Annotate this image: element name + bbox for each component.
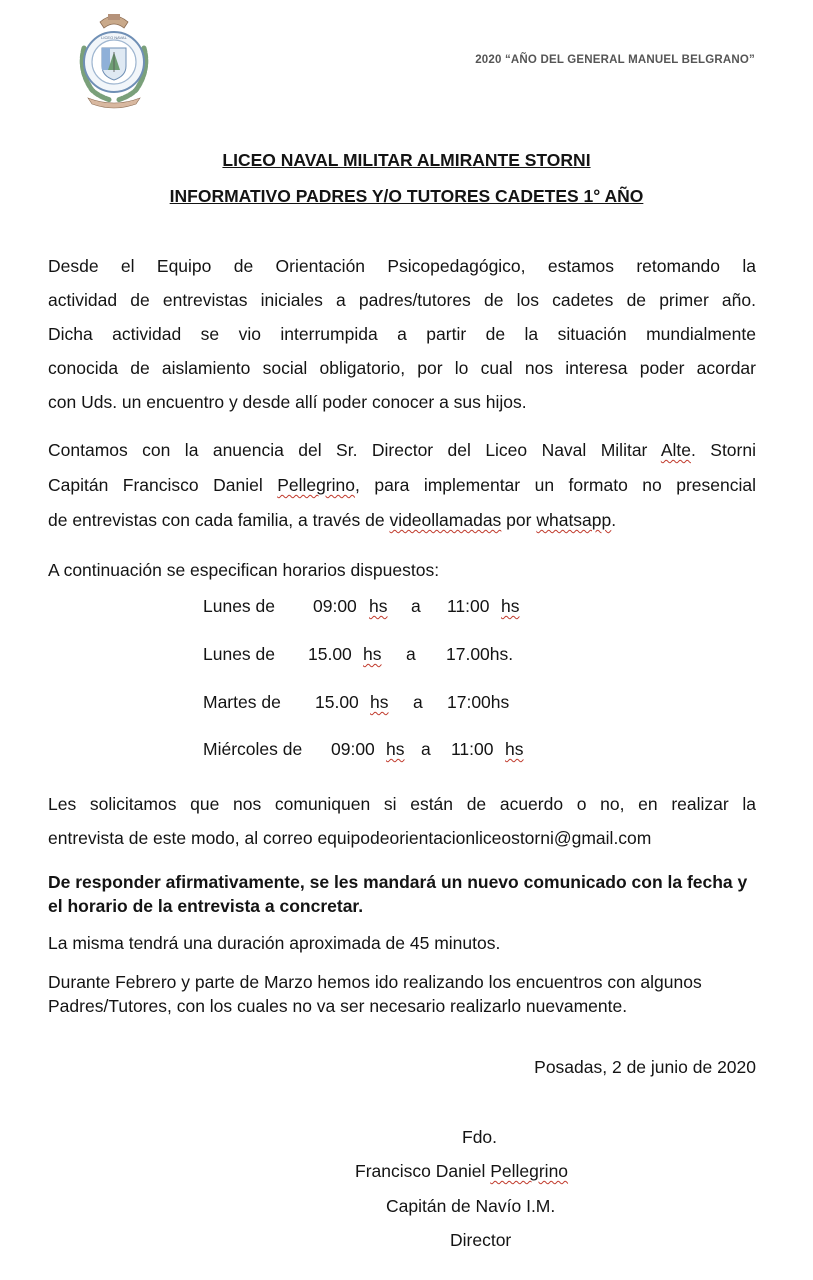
signature-role: Director [450,1230,512,1250]
signature-name: Francisco Daniel Pellegrino [355,1161,569,1181]
request-line-1: Les solicitamos que nos comuniquen si están de acuerdo o no, en realizar la [48,794,756,814]
document-title: LICEO NAVAL MILITAR ALMIRANTE STORNI [222,150,591,170]
request-line-2: entrevista de este modo, al correo equipodeorientacionliceostorni@gmail.com [48,828,652,848]
authorization-line-3: de entrevistas con cada familia, a través de videollamadas por whatsapp. [48,510,617,530]
place-date: Posadas, 2 de junio de 2020 [534,1057,756,1077]
intro-line-1: Desde el Equipo de Orientación Psicopedagógico, estamos retomando la [48,256,756,276]
document-subtitle: INFORMATIVO PADRES Y/O TUTORES CADETES 1° AÑO [169,186,644,206]
signature-fdo: Fdo. [462,1127,498,1147]
intro-line-2: actividad de entrevistas iniciales a padres/tutores de los cadetes de primer año. [48,290,756,310]
intro-line-3: Dicha actividad se vio interrumpida a partir de la situación mundialmente [48,324,756,344]
commemorative-year-note: 2020 “AÑO DEL GENERAL MANUEL BELGRANO” [475,54,755,66]
intro-line-4: conocida de aislamiento social obligatorio, por lo cual nos interesa poder acordar [48,358,756,378]
schedule-intro: A continuación se especifican horarios dispuestos: [48,560,440,580]
intro-line-5: con Uds. un encuentro y desde allí poder conocer a sus hijos. [48,392,527,412]
authorization-line-1: Contamos con la anuencia del Sr. Director del Liceo Naval Militar Alte. Storni [48,440,756,460]
naval-school-crest-icon [70,8,158,110]
previous-meetings-note: Durante Febrero y parte de Marzo hemos ido realizando los encuentros con algunos Padres/Tutores, con los cuales no va ser necesario realizarlo nuevamente. [48,972,702,1016]
authorization-line-2: Capitán Francisco Daniel Pellegrino, para implementar un formato no presencial [48,475,756,495]
duration-note: La misma tendrá una duración aproximada de 45 minutos. [48,933,501,953]
confirmation-notice: De responder afirmativamente, se les mandará un nuevo comunicado con la fecha y el horario de la entrevista a concretar. [48,872,748,916]
signature-rank: Capitán de Navío I.M. [386,1196,556,1216]
svg-text:LICEO NAVAL: LICEO NAVAL [101,35,127,40]
